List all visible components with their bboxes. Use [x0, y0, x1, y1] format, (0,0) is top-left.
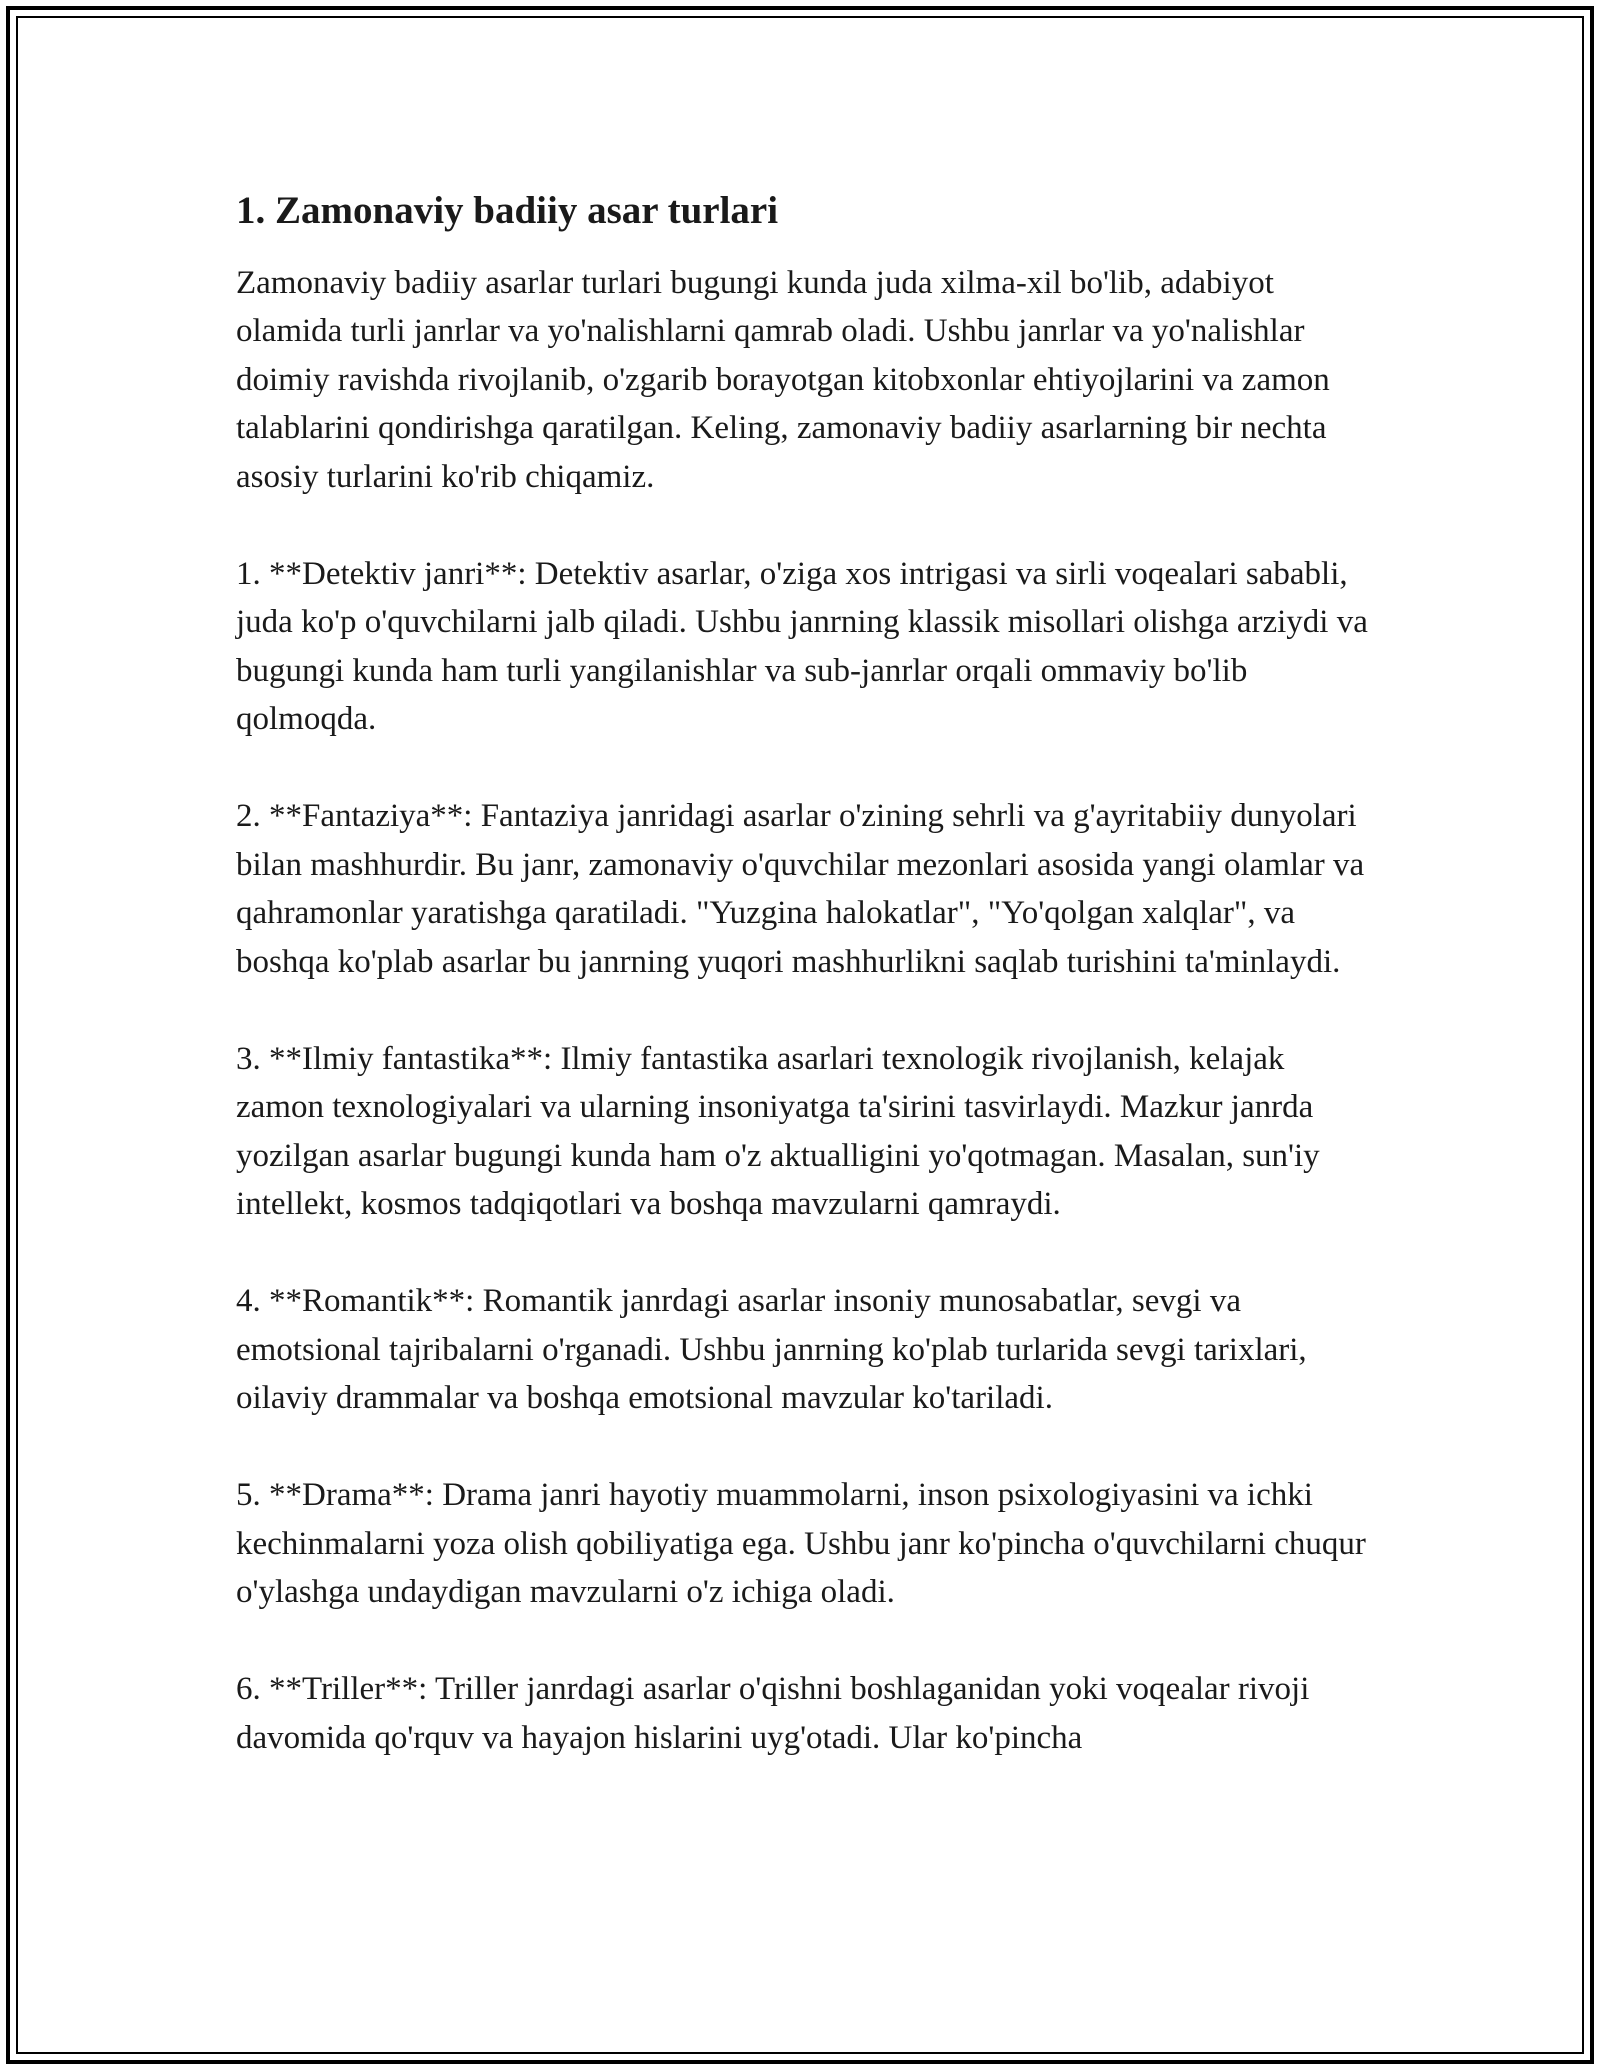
genre-paragraph-fantasy: 2. **Fantaziya**: Fantaziya janridagi asarlar o'zining sehrli va g'ayritabiiy dunyolari bilan mashhurdir. Bu janr, zamonaviy o'quvchilar mezonlari asosida yangi olamlar va qahramonlar yaratishga qaratiladi. "Yuzgina halokatlar", "Yo'qolgan xalqlar", va boshqa ko'plab asarlar bu janrning yuqori mashhurlikni saqlab turishini ta'minlaydi. — [236, 798, 1365, 980]
intro-paragraph: Zamonaviy badiiy asarlar turlari bugungi kunda juda xilma-xil bo'lib, adabiyot olamida turli janrlar va yo'nalishlarni qamrab oladi. Ushbu janrlar va yo'nalishlar doimiy ravishda rivojlanib, o'zgarib borayotgan kitobxonlar ehtiyojlarini va zamon talablarini qondirishga qaratilgan. Keling, zamonaviy badiiy asarlarning bir nechta asosiy turlarini ko'rib chiqamiz. — [236, 264, 1330, 495]
genre-paragraph-romance: 4. **Romantik**: Romantik janrdagi asarlar insoniy munosabatlar, sevgi va emotsional tajribalarni o'rganadi. Ushbu janrning ko'plab turlarida sevgi tarixlari, oilaviy drammalar va boshqa emotsional mavzular ko'tariladi. — [236, 1283, 1307, 1417]
genre-paragraph-thriller: 6. **Triller**: Triller janrdagi asarlar o'qishni boshlaganidan yoki voqealar rivoji davomida qo'rquv va hayajon hislarini uyg'otadi. Ular ko'pincha — [236, 1671, 1310, 1756]
genre-paragraph-drama: 5. **Drama**: Drama janri hayotiy muammolarni, inson psixologiyasini va ichki kechinmalarni yoza olish qobiliyatiga ega. Ushbu janr ko'pincha o'quvchilarni chuqur o'ylashga undaydigan mavzularni o'z ichiga oladi. — [236, 1477, 1366, 1611]
document-body — [236, 180, 1376, 1811]
genre-paragraph-science-fiction: 3. **Ilmiy fantastika**: Ilmiy fantastika asarlari texnologik rivojlanish, kelajak zamon texnologiyalari va ularning insoniyatga ta'sirini tasvirlaydi. Mazkur janrda yozilgan asarlar bugungi kunda ham o'z aktualligini yo'qotmagan. Masalan, sun'iy intellekt, kosmos tadqiqotlari va boshqa mavzularni qamraydi. — [236, 1040, 1320, 1223]
section-heading: 1. Zamonaviy badiiy asar turlari — [236, 189, 779, 232]
genre-paragraph-detective: 1. **Detektiv janri**: Detektiv asarlar, o'ziga xos intrigasi va sirli voqealari sababli, juda ko'p o'quvchilarni jalb qiladi. Ushbu janrning klassik misollari olishga arziydi va bugungi kunda ham turli yangilanishlar va sub-janrlar orqali ommaviy bo'lib qolmoqda. — [236, 555, 1368, 738]
